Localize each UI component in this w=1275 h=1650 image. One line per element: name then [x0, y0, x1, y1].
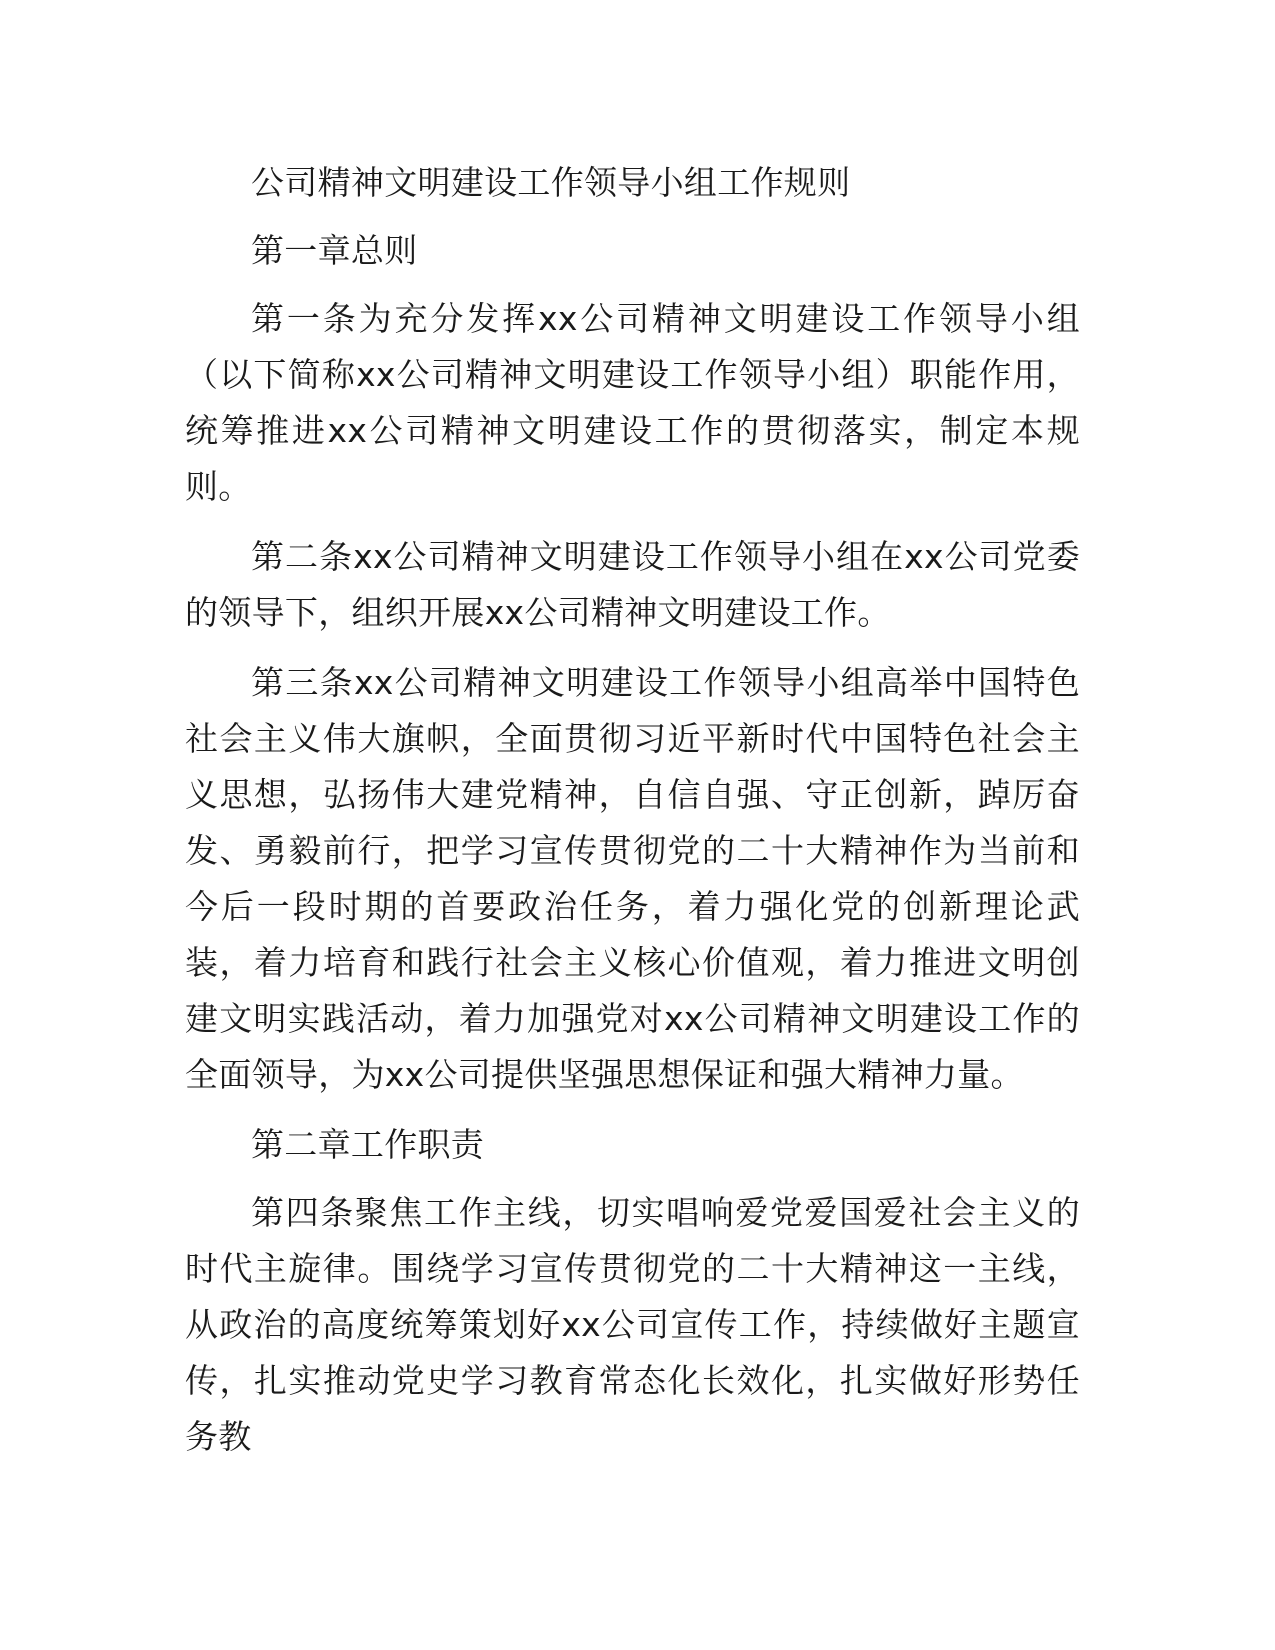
- chapter-heading: 第一章总则: [251, 231, 418, 270]
- article-paragraph: 第四条聚焦工作主线，切实唱响爱党爱国爱社会主义的时代主旋律。围绕学习宣传贯彻党的二十大精神这一主线，从政治的高度统筹策划好xx公司宣传工作，持续做好主题宣传，扎实推动党史学习教育常态化长效化，扎实做好形势任务教: [185, 1193, 1080, 1456]
- document-body: [185, 155, 1080, 1479]
- article-paragraph: 第二条xx公司精神文明建设工作领导小组在xx公司党委的领导下，组织开展xx公司精神文明建设工作。: [185, 537, 1080, 632]
- chapter-heading: 第二章工作职责: [251, 1125, 485, 1164]
- article-paragraph: 第三条xx公司精神文明建设工作领导小组高举中国特色社会主义伟大旗帜，全面贯彻习近平新时代中国特色社会主义思想，弘扬伟大建党精神，自信自强、守正创新，踔厉奋发、勇毅前行，把学习宣传贯彻党的二十大精神作为当前和今后一段时期的首要政治任务，着力强化党的创新理论武装，着力培育和践行社会主义核心价值观，着力推进文明创建文明实践活动，着力加强党对xx公司精神文明建设工作的全面领导，为xx公司提供坚强思想保证和强大精神力量。: [185, 663, 1080, 1094]
- article-paragraph: 第一条为充分发挥xx公司精神文明建设工作领导小组（以下简称xx公司精神文明建设工作领导小组）职能作用，统筹推进xx公司精神文明建设工作的贯彻落实，制定本规则。: [185, 299, 1080, 506]
- document-title: 公司精神文明建设工作领导小组工作规则: [251, 163, 851, 202]
